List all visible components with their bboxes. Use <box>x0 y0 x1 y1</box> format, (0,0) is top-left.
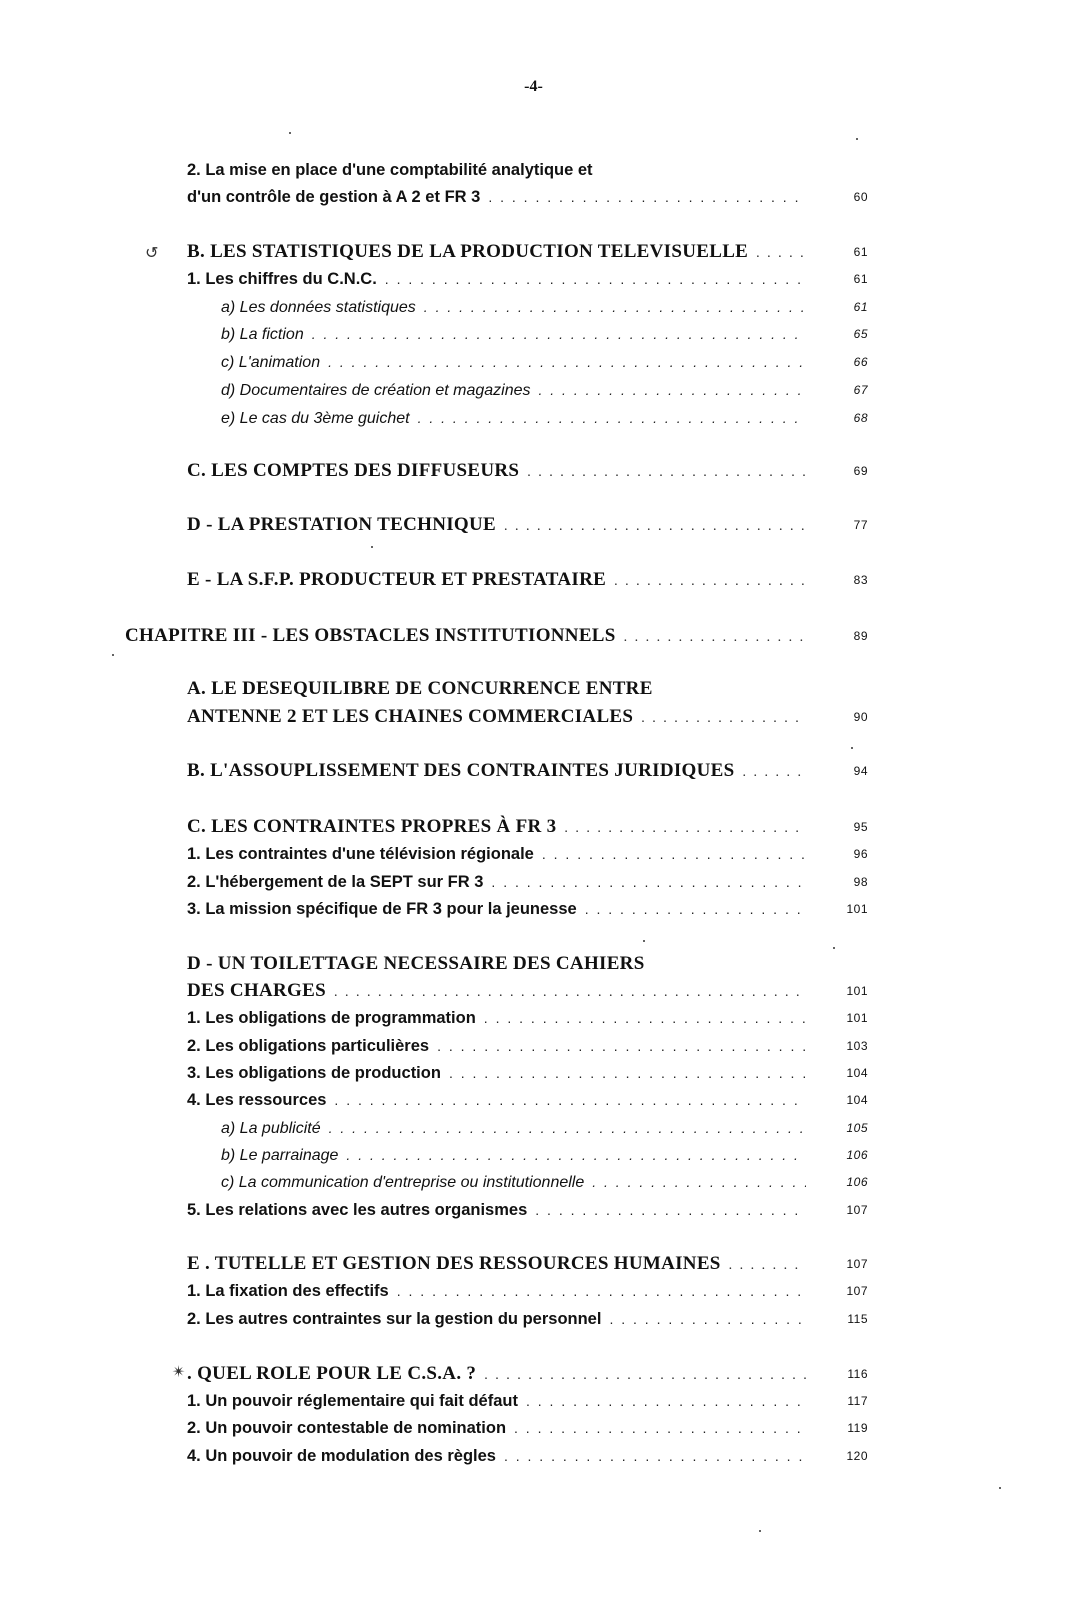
toc-page-number: 66 <box>853 355 868 369</box>
toc-entry-title: C. LES COMPTES DES DIFFUSEURS <box>187 460 520 481</box>
toc-page-number: 101 <box>846 902 868 916</box>
toc-entry-title: 1. La fixation des effectifs <box>187 1282 389 1300</box>
toc-entry-title: D - UN TOILETTAGE NECESSAIRE DES CAHIERS <box>187 953 645 974</box>
toc-leader-dots <box>729 1254 806 1278</box>
toc-page-number: 61 <box>853 245 868 259</box>
toc-leader-dots <box>484 1364 806 1388</box>
toc-entry <box>187 1198 868 1222</box>
toc-entry <box>187 759 868 783</box>
toc-page-number: 115 <box>847 1312 868 1326</box>
toc-entry <box>187 568 868 592</box>
toc-leader-dots <box>624 626 806 650</box>
toc-entry <box>221 378 868 402</box>
toc-page-number: 104 <box>846 1066 868 1080</box>
toc-entry-title: . QUEL ROLE POUR LE C.S.A. ? <box>187 1363 477 1384</box>
toc-entry <box>187 185 868 209</box>
toc-entry-title: a) La publicité <box>221 1120 321 1137</box>
toc-leader-dots <box>488 185 806 209</box>
toc-leader-dots <box>449 1061 806 1085</box>
toc-entry <box>187 870 868 894</box>
toc-entry <box>187 677 812 701</box>
toc-entry <box>187 705 868 729</box>
toc-entry-title: d) Documentaires de création et magazines <box>221 382 531 399</box>
toc-leader-dots <box>329 1116 806 1140</box>
toc-entry-title: ANTENNE 2 ET LES CHAINES COMMERCIALES <box>187 706 634 727</box>
toc-leader-dots <box>535 1198 806 1222</box>
toc-entry-title: a) Les données statistiques <box>221 299 416 316</box>
toc-entry-title: 3. La mission spécifique de FR 3 pour la jeunesse <box>187 900 577 918</box>
toc-entry <box>187 1279 868 1303</box>
toc-leader-dots <box>756 242 806 266</box>
toc-entry-title: 2. Les obligations particulières <box>187 1037 430 1055</box>
toc-leader-dots <box>564 817 806 841</box>
toc-entry <box>221 1116 868 1140</box>
toc-page-number: 119 <box>847 1421 868 1435</box>
toc-entry <box>221 406 868 430</box>
toc-leader-dots <box>592 1170 806 1194</box>
toc-entry-title: 1. Un pouvoir réglementaire qui fait défaut <box>187 1392 518 1410</box>
toc-page-number: 117 <box>847 1394 868 1408</box>
toc-page-number: 67 <box>853 383 868 397</box>
toc-page-number: 95 <box>853 820 868 834</box>
toc-entry <box>221 350 868 374</box>
toc-entry <box>125 624 868 648</box>
toc-page-number: 103 <box>846 1039 868 1053</box>
toc-entry-title: D - LA PRESTATION TECHNIQUE <box>187 514 496 535</box>
table-of-contents <box>0 158 1067 1518</box>
toc-entry-title: 2. La mise en place d'une comptabilité analytique et <box>187 161 593 179</box>
toc-entry <box>187 1362 868 1386</box>
toc-leader-dots <box>504 1444 806 1468</box>
toc-entry-title: b) Le parrainage <box>221 1147 339 1164</box>
toc-page-number: 98 <box>853 875 868 889</box>
toc-page-number: 107 <box>846 1284 868 1298</box>
toc-entry-title: 4. Un pouvoir de modulation des règles <box>187 1447 496 1465</box>
toc-entry <box>187 1252 868 1276</box>
toc-leader-dots <box>437 1034 806 1058</box>
toc-page-number: 69 <box>853 464 868 478</box>
toc-entry <box>187 158 812 182</box>
toc-page-number: 94 <box>853 764 868 778</box>
toc-page-number: 107 <box>846 1203 868 1217</box>
toc-entry <box>187 1444 868 1468</box>
toc-entry-title: d'un contrôle de gestion à A 2 et FR 3 <box>187 188 481 206</box>
toc-page-number: 104 <box>846 1093 868 1107</box>
toc-entry-title: E - LA S.F.P. PRODUCTEUR ET PRESTATAIRE <box>187 569 607 590</box>
toc-entry-title: CHAPITRE III - LES OBSTACLES INSTITUTIONNELS <box>125 625 616 646</box>
toc-entry-title: b) La fiction <box>221 326 304 343</box>
toc-page-number: 65 <box>853 327 868 341</box>
toc-page-number: 106 <box>846 1148 868 1162</box>
toc-entry <box>221 295 868 319</box>
toc-page-number: 116 <box>847 1367 868 1381</box>
toc-leader-dots <box>641 707 806 731</box>
toc-entry-title: c) L'animation <box>221 354 321 371</box>
toc-page-number: 61 <box>853 300 868 314</box>
toc-leader-dots <box>491 870 806 894</box>
toc-entry-title: 1. Les contraintes d'une télévision régionale <box>187 845 534 863</box>
toc-page-number: 107 <box>846 1257 868 1271</box>
toc-page-number: 101 <box>846 1011 868 1025</box>
toc-page-number: 83 <box>853 573 868 587</box>
toc-entry <box>187 459 868 483</box>
toc-leader-dots <box>424 295 806 319</box>
toc-leader-dots <box>504 515 806 539</box>
toc-leader-dots <box>542 842 806 866</box>
toc-entry <box>187 240 868 264</box>
toc-leader-dots <box>742 761 806 785</box>
toc-entry <box>187 1389 868 1413</box>
toc-page-number: 101 <box>846 984 868 998</box>
pen-mark-icon: ↺ <box>145 243 159 262</box>
toc-entry <box>187 1061 868 1085</box>
toc-leader-dots <box>397 1279 806 1303</box>
toc-leader-dots <box>585 897 806 921</box>
toc-entry-title: B. LES STATISTIQUES DE LA PRODUCTION TELEVISUELLE <box>187 241 749 262</box>
toc-leader-dots <box>334 981 806 1005</box>
toc-page-number: 90 <box>853 710 868 724</box>
toc-page-number: 120 <box>846 1449 868 1463</box>
toc-entry-title: DES CHARGES <box>187 980 326 1001</box>
toc-page-number: 105 <box>846 1121 868 1135</box>
toc-entry <box>187 1088 868 1112</box>
toc-leader-dots <box>527 461 806 485</box>
toc-entry-title: 2. L'hébergement de la SEPT sur FR 3 <box>187 873 484 891</box>
toc-leader-dots <box>539 378 807 402</box>
toc-entry-title: 2. Un pouvoir contestable de nomination <box>187 1419 507 1437</box>
toc-entry <box>187 815 868 839</box>
toc-leader-dots <box>514 1416 806 1440</box>
toc-page-number: 68 <box>853 411 868 425</box>
toc-entry <box>187 897 868 921</box>
toc-entry <box>221 322 868 346</box>
toc-entry <box>187 1416 868 1440</box>
toc-entry-title: e) Le cas du 3ème guichet <box>221 410 410 427</box>
toc-entry <box>221 1143 868 1167</box>
toc-leader-dots <box>312 322 806 346</box>
toc-entry <box>187 1307 868 1331</box>
toc-entry-title: 1. Les chiffres du C.N.C. <box>187 270 377 288</box>
toc-entry <box>187 842 868 866</box>
toc-leader-dots <box>418 406 806 430</box>
toc-entry-title: B. L'ASSOUPLISSEMENT DES CONTRAINTES JURIDIQUES <box>187 760 735 781</box>
toc-page-number: 60 <box>853 190 868 204</box>
toc-entry <box>187 979 868 1003</box>
toc-entry-title: E . TUTELLE ET GESTION DES RESSOURCES HUMAINES <box>187 1253 721 1274</box>
toc-entry <box>187 267 868 291</box>
toc-entry-title: A. LE DESEQUILIBRE DE CONCURRENCE ENTRE <box>187 678 653 699</box>
toc-leader-dots <box>385 267 806 291</box>
toc-entry <box>221 1170 868 1194</box>
toc-leader-dots <box>526 1389 806 1413</box>
toc-leader-dots <box>346 1143 806 1167</box>
toc-leader-dots <box>614 570 806 594</box>
toc-page-number: 77 <box>853 518 868 532</box>
toc-leader-dots <box>328 350 806 374</box>
toc-page-number: 96 <box>853 847 868 861</box>
toc-entry <box>187 513 868 537</box>
toc-page-number: 106 <box>846 1175 868 1189</box>
page-number: -4- <box>524 78 543 95</box>
toc-entry-title: C. LES CONTRAINTES PROPRES À FR 3 <box>187 816 557 837</box>
toc-entry-title: 1. Les obligations de programmation <box>187 1009 476 1027</box>
toc-entry-title: c) La communication d'entreprise ou institutionnelle <box>221 1174 585 1191</box>
toc-entry <box>187 1034 868 1058</box>
toc-entry-title: 5. Les relations avec les autres organismes <box>187 1201 528 1219</box>
toc-page-number: 61 <box>853 272 868 286</box>
toc-leader-dots <box>609 1307 806 1331</box>
toc-entry-title: 4. Les ressources <box>187 1091 327 1109</box>
pen-mark-icon: ✴ <box>172 1362 186 1381</box>
toc-entry <box>187 952 812 976</box>
toc-leader-dots <box>334 1088 806 1112</box>
toc-page-number: 89 <box>853 629 868 643</box>
toc-entry-title: 2. Les autres contraintes sur la gestion du personnel <box>187 1310 602 1328</box>
toc-leader-dots <box>484 1006 806 1030</box>
toc-entry <box>187 1006 868 1030</box>
toc-entry-title: 3. Les obligations de production <box>187 1064 441 1082</box>
